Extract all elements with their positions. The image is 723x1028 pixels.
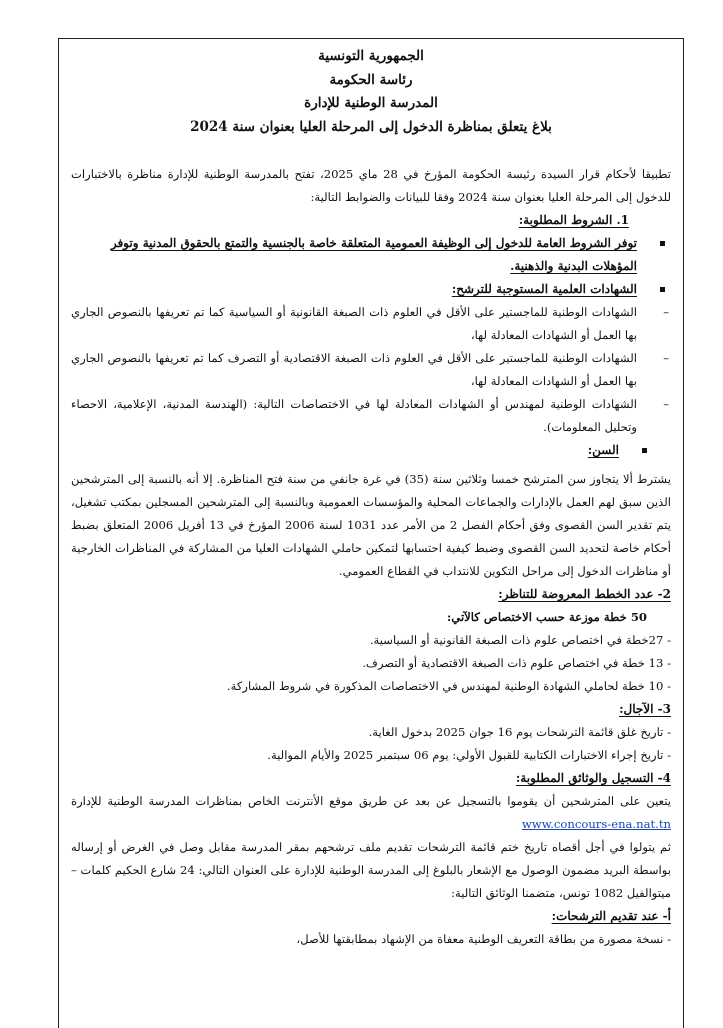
bullet-square-icon — [660, 241, 665, 246]
document-title: بلاغ يتعلق بمناظرة الدخول إلى المرحلة العليا بعنوان سنة 2024 — [190, 118, 552, 135]
positions-item: - 27خطة في اختصاص علوم ذات الصبغة القانونية أو السياسية. — [369, 633, 671, 647]
submission-paragraph: ثم يتولوا في أجل أقصاه تاريخ ختم قائمة الترشحات تقديم ملف ترشحهم بمقر المدرسة مقابل وصل في الغرض أو إرساله بواسطة البريد مضمون الوصول مع الإشعار بالبلوغ إلى المدرسة الوطنية للإدارة على العنوان التالي: 24 شارع الحكيم كلمات – ميتوالفيل 1082 تونس، متضمنا الوثائق التالية: — [71, 840, 671, 900]
section4-title: 4- التسجيل والوثائق المطلوبة: — [515, 771, 671, 785]
submission-subheading: أ- عند تقديم الترشحات: — [551, 909, 671, 923]
header-school: المدرسة الوطنية للإدارة — [304, 95, 438, 111]
document-header — [71, 45, 671, 139]
registration-paragraph: يتعين على المترشحين أن يقوموا بالتسجيل عن بعد عن طريق موقع الأنترنت الخاص بمناظرات المدرسة الوطنية للإدارة www.concours-ena.nat.tn — [71, 794, 671, 831]
concours-link[interactable]: www.concours-ena.nat.tn — [521, 817, 671, 831]
bullet-square-icon — [660, 287, 665, 292]
age-heading: السن: — [71, 439, 653, 462]
deadline-item: - تاريخ غلق قائمة الترشحات يوم 16 جوان 2025 بدخول الغاية. — [368, 725, 671, 739]
positions-item: - 13 خطة في اختصاص علوم ذات الصبغة الاقتصادية أو التصرف. — [362, 656, 671, 670]
positions-item: - 10 خطة لحاملي الشهادة الوطنية لمهندس في الاختصاصات المذكورة في شروط المشاركة. — [226, 679, 671, 693]
document-item: - نسخة مصورة من بطاقة التعريف الوطنية معفاة من الإشهاد بمطابقتها للأصل، — [296, 932, 671, 946]
section2-title: 2- عدد الخطط المعروضة للتناظر: — [498, 587, 671, 601]
section1-title: 1. الشروط المطلوبة: — [518, 213, 629, 227]
header-republic: الجمهورية التونسية — [318, 48, 424, 64]
deadline-item: - تاريخ إجراء الاختبارات الكتابية للقبول الأولي: يوم 06 سبتمبر 2025 والأيام الموالية. — [267, 748, 671, 762]
degree-item: – الشهادات الوطنية للماجستير على الأقل في العلوم ذات الصبغة القانونية أو السياسية كما تم تعريفها بالنصوص الجاري بها العمل أو الشهادات المعادلة لها، — [71, 305, 669, 342]
age-paragraph: يشترط ألا يتجاوز سن المترشح خمسا وثلاثين سنة (35) في غرة جانفي من سنة فتح المناظرة. إلا أنه بالنسبة إلى المترشحين الذين سبق لهم العمل بالإدارات والجماعات المحلية والمؤسسات العمومية وبالنسبة إلى المترشحين المسجلين بمكتب تشغيل، يتم تقدير السن القصوى وفق أحكام الفصل 2 من الأمر عدد 1031 لسنة 2006 المؤرخ في 13 أفريل 2006 المتعلق بضبط أحكام خاصة لتحديد السن القصوى وضبط كيفية احتسابها لتمكين حاملي الشهادات العليا من المشاركة في المناظرات الخارجية أو مناظرات الدخول إلى مراحل التكوين للانتداب في القطاع العمومي. — [71, 472, 671, 578]
header-presidency: رئاسة الحكومة — [329, 71, 413, 88]
intro-paragraph: تطبيقا لأحكام قرار السيدة رئيسة الحكومة المؤرخ في 28 ماي 2025، تفتح بالمدرسة الوطنية للإدارة مناظرة بالاختبارات للدخول إلى المرحلة العليا بعنوان سنة 2024 وفقا للبيانات والضوابط التالية: — [71, 167, 671, 204]
section3-title: 3- الآجال: — [619, 702, 671, 716]
degree-item: – الشهادات الوطنية للماجستير على الأقل في العلوم ذات الصبغة الاقتصادية أو التصرف كما تم تعريفها بالنصوص الجاري بها العمل أو الشهادات المعادلة لها، — [71, 351, 669, 388]
document-page — [58, 38, 684, 1028]
degree-item: – الشهادات الوطنية لمهندس أو الشهادات المعادلة لها في الاختصاصات التالية: (الهندسة المدنية، الإعلامية، الاحصاء وتحليل المعلومات). — [71, 397, 669, 434]
degrees-heading: الشهادات العلمية المستوجبة للترشح: — [71, 278, 671, 301]
general-conditions: توفر الشروط العامة للدخول إلى الوظيفة العمومية المتعلقة خاصة بالجنسية والتمتع بالحقوق المدنية وتوفر المؤهلات البدنية والذهنية. — [71, 232, 671, 278]
positions-total: 50 خطة موزعة حسب الاختصاص كالآتي: — [447, 610, 647, 624]
bullet-square-icon — [642, 448, 647, 453]
